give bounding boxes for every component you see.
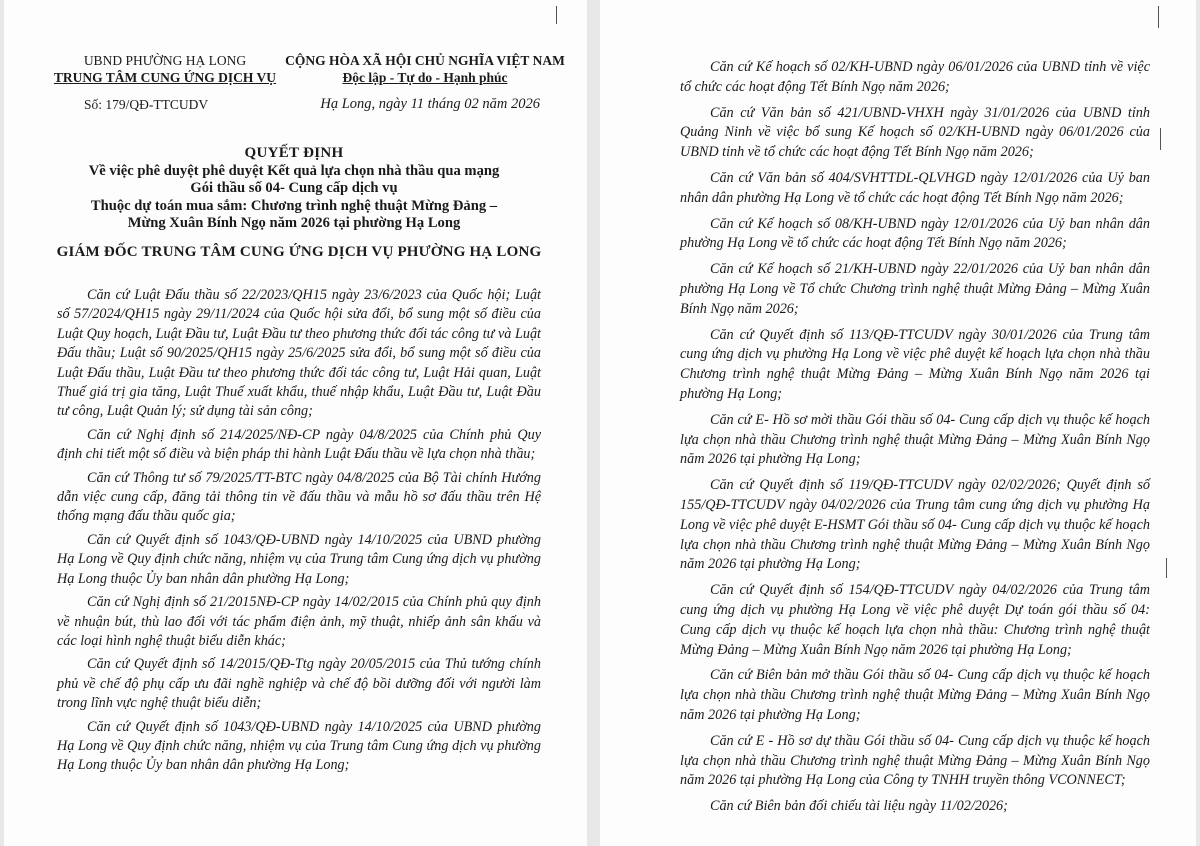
legal-basis-paragraph: Căn cứ Quyết định số 14/2015/QĐ-Ttg ngày 20/05/2015 của Thủ tướng chính phủ về chế độ phụ cấp ưu đãi nghề nghiệp và chế độ bồi dưỡng đối với người làm trong lĩnh vực nghệ thuật biểu diễn; [57, 656, 541, 712]
legal-basis-paragraph: Căn cứ E - Hồ sơ dự thầu Gói thầu số 04- Cung cấp dịch vụ thuộc kế hoạch lựa chọn nhà thầu Chương trình nghệ thuật Mừng Đảng – Mừng Xuân Bính Ngọ năm 2026 tại phường Hạ Long của Công ty TNHH truyền thông VCONNECT; [680, 732, 1150, 789]
legal-basis-paragraph: Căn cứ E- Hồ sơ mời thầu Gói thầu số 04- Cung cấp dịch vụ thuộc kế hoạch lựa chọn nhà thầu Chương trình nghệ thuật Mừng Đảng – Mừng Xuân Bính Ngọ năm 2026 tại phường Hạ Long; [680, 411, 1150, 468]
decision-subject-line-1: Về việc phê duyệt phê duyệt Kết quả lựa chọn nhà thầu qua mạng [88, 162, 500, 179]
national-motto: Độc lập - Tự do - Hạnh phúc [342, 70, 508, 85]
legal-basis-paragraph: Căn cứ Văn bản số 421/UBND-VHXH ngày 31/01/2026 của UBND tỉnh Quảng Ninh về việc bổ sung Kế hoạch số 02/KH-UBND ngày 06/01/2026 của UBND tỉnh về tổ chức các hoạt động Tết Bính Ngọ năm 2026; [680, 104, 1150, 161]
legal-basis-left [57, 286, 541, 780]
legal-basis-paragraph: Căn cứ Nghị định số 214/2025/NĐ-CP ngày 04/8/2025 của Chính phủ Quy định chi tiết một số điều và biện pháp thi hành Luật Đấu thầu về lựa chọn nhà thầu; [57, 426, 541, 463]
decision-subject-line-2: Gói thầu số 04- Cung cấp dịch vụ [190, 180, 398, 196]
legal-basis-right [680, 58, 1150, 823]
legal-basis-paragraph: Căn cứ Kế hoạch số 21/KH-UBND ngày 22/01/2026 của Uỷ ban nhân dân phường Hạ Long về Tổ chức Chương trình nghệ thuật Mừng Đảng – Mừng Xuân Bính Ngọ năm 2026; [680, 261, 1150, 317]
decision-title [44, 145, 544, 233]
agency-name: UBND PHƯỜNG HẠ LONG [83, 53, 247, 68]
legal-basis-paragraph: Căn cứ Văn bản số 404/SVHTTDL-QLVHGD ngày 12/01/2026 của Uỷ ban nhân dân phường Hạ Long về tổ chức các hoạt động Tết Bính Ngọ năm 2026; [680, 169, 1150, 206]
legal-basis-paragraph: Căn cứ Thông tư số 79/2025/TT-BTC ngày 04/8/2025 của Bộ Tài chính Hướng dẫn việc cung cấp, đăng tải thông tin về đấu thầu và mẫu hồ sơ đấu thầu trên Hệ thống mạng đấu thầu quốc gia; [57, 469, 541, 525]
legal-basis-paragraph: Căn cứ Kế hoạch số 02/KH-UBND ngày 06/01/2026 của UBND tỉnh về việc tổ chức các hoạt động Tết Bính Ngọ năm 2026; [680, 59, 1150, 95]
legal-basis-paragraph: Căn cứ Nghị định số 21/2015NĐ-CP ngày 14/02/2015 của Chính phủ quy định về nhuận bút, thù lao đối với tác phẩm điện ảnh, mỹ thuật, nhiếp ảnh sân khấu và các loại hình nghệ thuật biểu diễn khác; [57, 594, 541, 649]
national-header [280, 52, 570, 113]
issuer-block [40, 52, 290, 113]
legal-basis-paragraph: Căn cứ Quyết định số 113/QĐ-TTCUDV ngày 30/01/2026 của Trung tâm cung ứng dịch vụ phường Hạ Long về việc phê duyệt kế hoạch lựa chọn nhà thầu Chương trình nghệ thuật Mừng Đảng – Mừng Xuân Bính Ngọ năm 2026 tại phường Hạ Long; [680, 326, 1150, 402]
scan-mark [556, 6, 557, 24]
decision-subject-line-3: Thuộc dự toán mua sắm: Chương trình nghệ thuật Mừng Đảng – [90, 197, 498, 214]
director-title: GIÁM ĐỐC TRUNG TÂM CUNG ỨNG DỊCH VỤ PHƯỜNG HẠ LONG [56, 244, 542, 260]
legal-basis-paragraph: Căn cứ Luật Đấu thầu số 22/2023/QH15 ngày 23/6/2023 của Quốc hội; Luật số 57/2024/QH15 ngày 29/11/2024 của Quốc hội sửa đổi, bổ sung một số điều của Luật Quy hoạch, Luật Đầu tư, Luật Đầu tư theo phương thức đối tác công tư và Luật Đấu thầu; Luật số 90/2025/QH15 ngày 25/6/2025 sửa đổi, bổ sung một số điều của Luật Đấu thầu, Luật Đầu tư theo phương thức đối tác công tư, Luật Hải quan, Luật Thuế giá trị gia tăng, Luật Thuế xuất khẩu, thuế nhập khẩu, Luật Đầu tư, Luật Đầu tư công, Luật Quản lý; sử dụng tài sản công; [57, 287, 541, 420]
scan-mark [1158, 6, 1159, 28]
legal-basis-paragraph: Căn cứ Quyết định số 154/QĐ-TTCUDV ngày 04/02/2026 của Trung tâm cung ứng dịch vụ phường Hạ Long về việc phê duyệt Dự toán gói thầu số 04: Cung cấp dịch vụ thuộc kế hoạch lựa chọn nhà thầu: Chương trình nghệ thuật Mừng Đảng – Mừng Xuân Bính Ngọ năm 2026 tại phường Hạ Long; [680, 582, 1150, 658]
country-name: CỘNG HÒA XÃ HỘI CHỦ NGHĨA VIỆT NAM [285, 53, 565, 68]
issue-date: Hạ Long, ngày 11 tháng 02 năm 2026 [320, 96, 540, 112]
legal-basis-paragraph: Căn cứ Biên bản đối chiếu tài liệu ngày 11/02/2026; [710, 798, 1008, 815]
document-page-right [600, 0, 1196, 846]
document-number: Số: 179/QĐ-TTCUDV [84, 97, 209, 112]
legal-basis-paragraph: Căn cứ Quyết định số 1043/QĐ-UBND ngày 14/10/2025 của UBND phường Hạ Long về Quy định chức năng, nhiệm vụ của Trung tâm Cung ứng dịch vụ phường Hạ Long thuộc Ủy ban nhân dân phường Hạ Long; [57, 718, 541, 774]
scan-mark [1166, 558, 1167, 578]
scan-mark [1160, 128, 1161, 150]
legal-basis-paragraph: Căn cứ Quyết định số 1043/QĐ-UBND ngày 14/10/2025 của UBND phường Hạ Long về Quy định chức năng, nhiệm vụ của Trung tâm Cung ứng dịch vụ phường Hạ Long thuộc Ủy ban nhân dân phường Hạ Long; [57, 531, 541, 587]
decision-heading: QUYẾT ĐỊNH [244, 145, 344, 161]
legal-basis-paragraph: Căn cứ Biên bản mở thầu Gói thầu số 04- Cung cấp dịch vụ thuộc kế hoạch lựa chọn nhà thầu Chương trình nghệ thuật Mừng Đảng – Mừng Xuân Bính Ngọ năm 2026 tại phường Hạ Long; [680, 667, 1150, 723]
legal-basis-paragraph: Căn cứ Kế hoạch số 08/KH-UBND ngày 12/01/2026 của Uỷ ban nhân dân phường Hạ Long về tổ chức các hoạt động Tết Bính Ngọ năm 2026; [680, 215, 1150, 252]
legal-basis-paragraph: Căn cứ Quyết định số 119/QĐ-TTCUDV ngày 02/02/2026; Quyết định số 155/QĐ-TTCUDV ngày 04/02/2026 của Trung tâm cung ứng dịch vụ phường Hạ Long về việc phê duyệt E-HSMT Gói thầu số 04- Cung cấp dịch vụ thuộc kế hoạch lựa chọn nhà thầu Chương trình nghệ thuật Mừng Đảng – Mừng Xuân Bính Ngọ năm 2026 tại phường Hạ Long; [680, 477, 1150, 573]
center-name: TRUNG TÂM CUNG ỨNG DỊCH VỤ [53, 70, 277, 85]
decision-subject-line-4: Mừng Xuân Bính Ngọ năm 2026 tại phường Hạ Long [127, 215, 461, 231]
document-page-left [4, 0, 587, 846]
